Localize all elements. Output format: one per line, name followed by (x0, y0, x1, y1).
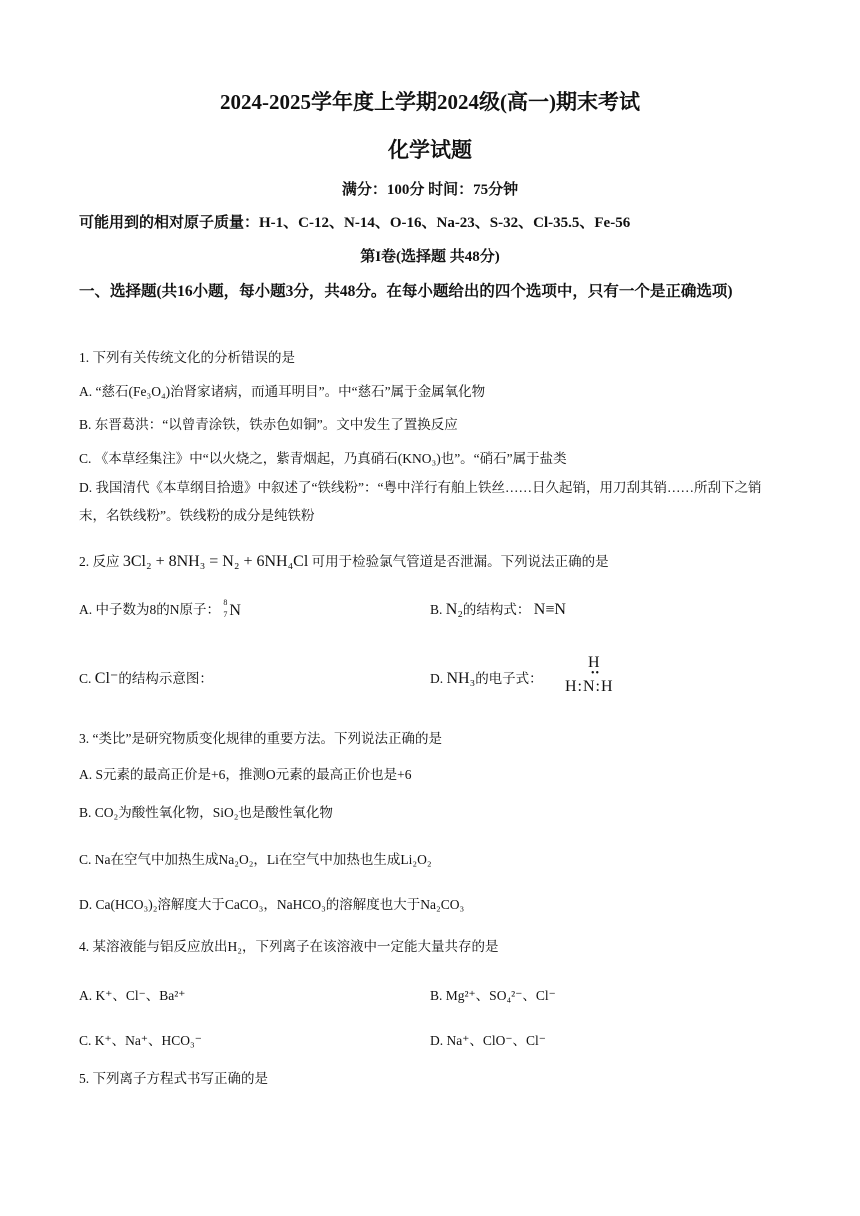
q4-stem: 4. 某溶液能与铝反应放出H₂，下列离子在该溶液中一定能大量共存的是 (79, 939, 499, 954)
q2-option-c (79, 667, 213, 688)
isotope-mass-number: 8 (223, 597, 228, 607)
q2-option-d-suffix: 的电子式： (475, 671, 543, 686)
q4-option-d: D. Na⁺、ClO⁻、Cl⁻ (430, 1033, 546, 1048)
isotope-atomic-number: 7 (223, 609, 228, 619)
q1-option-b: B. 东晋葛洪：“以曾青涂铁，铁赤色如铜”。文中发生了置换反应 (79, 417, 458, 432)
lewis-top-h: H (588, 654, 600, 671)
q2-option-b-suffix: 的结构式： (462, 602, 531, 617)
lewis-row: H:N:H (565, 678, 614, 695)
q2-stem-prefix: 2. 反应 (79, 554, 120, 569)
q4-option-a: A. K⁺、Cl⁻、Ba²⁺ (79, 988, 186, 1003)
q2-option-c-formula: Cl⁻ (94, 670, 119, 687)
exam-meta: 满分：100分 时间：75分钟 (341, 182, 519, 198)
q3-option-b: B. CO₂为酸性氧化物，SiO₂也是酸性氧化物 (79, 805, 333, 820)
isotope-element: N (229, 601, 241, 619)
nitrogen-isotope-symbol (223, 597, 245, 620)
q2-option-c-label: C. (79, 671, 92, 686)
q2-option-b-formula: N₂ (445, 601, 463, 618)
q2-option-d (430, 667, 543, 688)
q2-option-d-formula: NH₃ (446, 670, 476, 687)
q1-option-d: D. 我国清代《本草纲目拾遗》中叙述了“铁线粉”：“粤中洋行有舶上铁丝……日久起销，用刀刮其销……所刮下之销末，名铁线粉”。铁线粉的成分是纯铁粉 (79, 480, 762, 523)
q3-option-d: D. Ca(HCO₃)₂溶解度大于CaCO₃，NaHCO₃的溶解度也大于Na₂CO₃ (79, 897, 465, 912)
q1-option-c: C. 《本草经集注》中“以火烧之，紫青烟起，乃真硝石(KNO₃)也”。“硝石”属于盐类 (79, 451, 567, 466)
q1-stem: 1. 下列有关传统文化的分析错误的是 (79, 350, 295, 365)
subject-title: 化学试题 (388, 138, 472, 162)
ammonia-lewis-structure (565, 654, 627, 700)
q2-option-b-structure: N≡N (533, 601, 566, 618)
q2-option-a-label: A. 中子数为8的N原子： (79, 602, 220, 617)
q4-option-b: B. Mg²⁺、SO₄²⁻、Cl⁻ (430, 988, 556, 1003)
q3-stem: 3. “类比”是研究物质变化规律的重要方法。下列说法正确的是 (79, 731, 442, 746)
q2-stem-suffix: 可用于检验氯气管道是否泄漏。下列说法正确的是 (311, 554, 609, 569)
q1-option-a: A. “慈石(Fe₃O₄)治肾家诸病，而通耳明目”。中“慈石”属于金属氧化物 (79, 384, 486, 399)
q3-option-c: C. Na在空气中加热生成Na₂O₂，Li在空气中加热也生成Li₂O₂ (79, 852, 432, 867)
q3-option-a: A. S元素的最高正价是+6，推测O元素的最高正价也是+6 (79, 767, 412, 782)
instructions: 一、选择题(共16小题，每小题3分，共48分。在每小题给出的四个选项中，只有一个是正确选项) (79, 283, 733, 300)
q2-option-b-label: B. (430, 602, 443, 617)
q2-option-d-label: D. (430, 671, 444, 686)
q5-stem: 5. 下列离子方程式书写正确的是 (79, 1071, 268, 1086)
section-heading: 第I卷(选择题 共48分) (360, 249, 500, 265)
q2-option-b (430, 598, 566, 619)
q2-option-a (79, 598, 245, 620)
exam-title: 2024-2025学年度上学期2024级(高一)期末考试 (220, 90, 640, 114)
q2-stem (79, 550, 609, 571)
lewis-bond-dots: •• (591, 668, 601, 679)
atomic-masses: 可能用到的相对原子质量：H-1、C-12、N-14、O-16、Na-23、S-32、Cl-35.5、Fe-56 (79, 215, 631, 231)
q2-equation: 3Cl₂ + 8NH₃ = N₂ + 6NH₄Cl (122, 553, 309, 570)
q4-option-c: C. K⁺、Na⁺、HCO₃⁻ (79, 1033, 202, 1048)
q2-option-c-suffix: 的结构示意图： (118, 671, 213, 686)
